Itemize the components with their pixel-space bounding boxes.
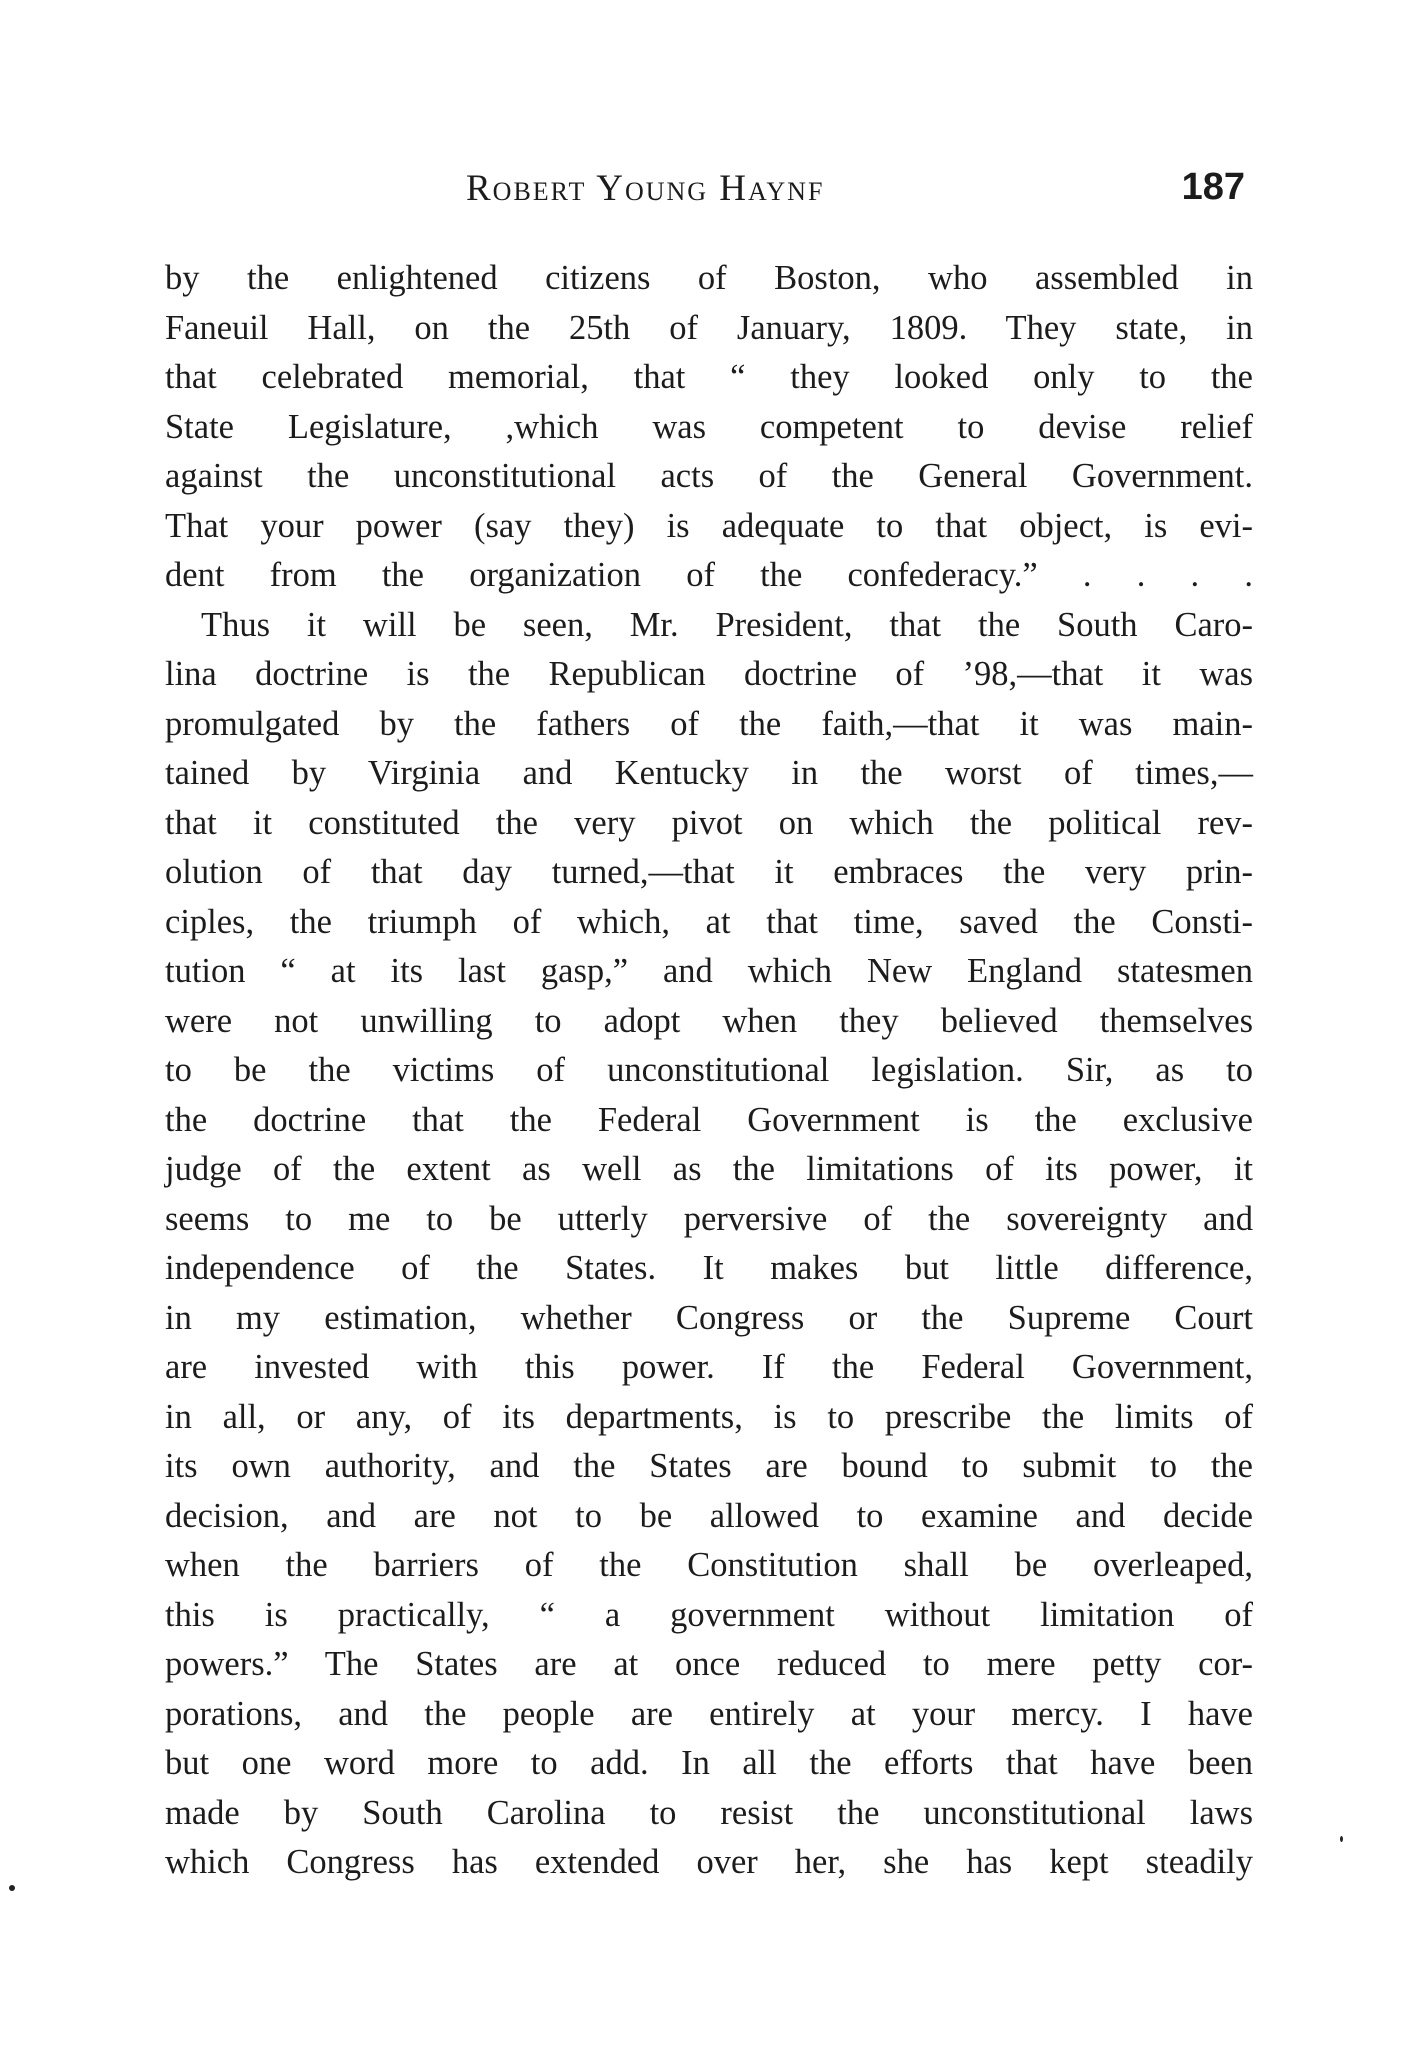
text-line: seems to me to be utterly perversive of the sovereignty and: [165, 1199, 1253, 1238]
paragraph-start-line: Thus it will be seen, Mr. President, that the South Caro-: [201, 605, 1253, 644]
ink-speck: [9, 1885, 15, 1891]
text-line: when the barriers of the Constitution shall be overleaped,: [165, 1546, 1253, 1584]
running-title: Robert Young Haynf: [466, 168, 825, 209]
text-line: judge of the extent as well as the limitations of its power, it: [165, 1150, 1253, 1188]
text-line: decision, and are not to be allowed to examine and decide: [165, 1496, 1253, 1535]
text-line: Faneuil Hall, on the 25th of January, 1809. They state, in: [165, 308, 1253, 347]
text-line: which Congress has extended over her, she has kept steadily: [165, 1843, 1253, 1881]
text-line: were not unwilling to adopt when they believed themselves: [165, 1001, 1253, 1040]
text-line: ciples, the triumph of which, at that time, saved the Consti-: [165, 902, 1253, 941]
text-line: independence of the States. It makes but little difference,: [165, 1249, 1253, 1287]
text-line: porations, and the people are entirely at your mercy. I have: [165, 1694, 1253, 1733]
text-line: tution “ at its last gasp,” and which New England statesmen: [165, 952, 1253, 990]
text-line: by the enlightened citizens of Boston, who assembled in: [165, 259, 1253, 297]
text-line: State Legislature, ,which was competent to devise relief: [165, 407, 1253, 446]
page-number: 187: [1181, 166, 1245, 208]
text-line: that it constituted the very pivot on which the political rev-: [165, 803, 1253, 842]
text-line: dent from the organization of the confederacy.” . . . .: [165, 556, 1253, 594]
text-line: against the unconstitutional acts of the General Government.: [165, 457, 1253, 495]
text-line: tained by Virginia and Kentucky in the worst of times,—: [165, 754, 1253, 792]
text-line: powers.” The States are at once reduced to mere petty cor-: [165, 1645, 1253, 1683]
text-line: are invested with this power. If the Federal Government,: [165, 1348, 1253, 1386]
text-line: olution of that day turned,—that it embraces the very prin-: [165, 853, 1253, 891]
text-line: promulgated by the fathers of the faith,—that it was main-: [165, 704, 1253, 743]
text-line: in all, or any, of its departments, is to prescribe the limits of: [165, 1397, 1253, 1436]
text-line: to be the victims of unconstitutional legislation. Sir, as to: [165, 1051, 1253, 1089]
text-line: that celebrated memorial, that “ they looked only to the: [165, 358, 1253, 396]
text-line: in my estimation, whether Congress or the Supreme Court: [165, 1298, 1253, 1337]
text-line: but one word more to add. In all the efforts that have been: [165, 1744, 1253, 1782]
ink-speck: [1340, 1836, 1343, 1842]
text-line: That your power (say they) is adequate to that object, is evi-: [165, 506, 1253, 545]
text-line: its own authority, and the States are bound to submit to the: [165, 1447, 1253, 1485]
text-line: the doctrine that the Federal Government is the exclusive: [165, 1100, 1253, 1139]
text-line: lina doctrine is the Republican doctrine of ’98,—that it was: [165, 655, 1253, 693]
text-line: made by South Carolina to resist the unconstitutional laws: [165, 1793, 1253, 1832]
body-text: [165, 254, 1253, 1888]
text-line: this is practically, “ a government without limitation of: [165, 1595, 1253, 1634]
